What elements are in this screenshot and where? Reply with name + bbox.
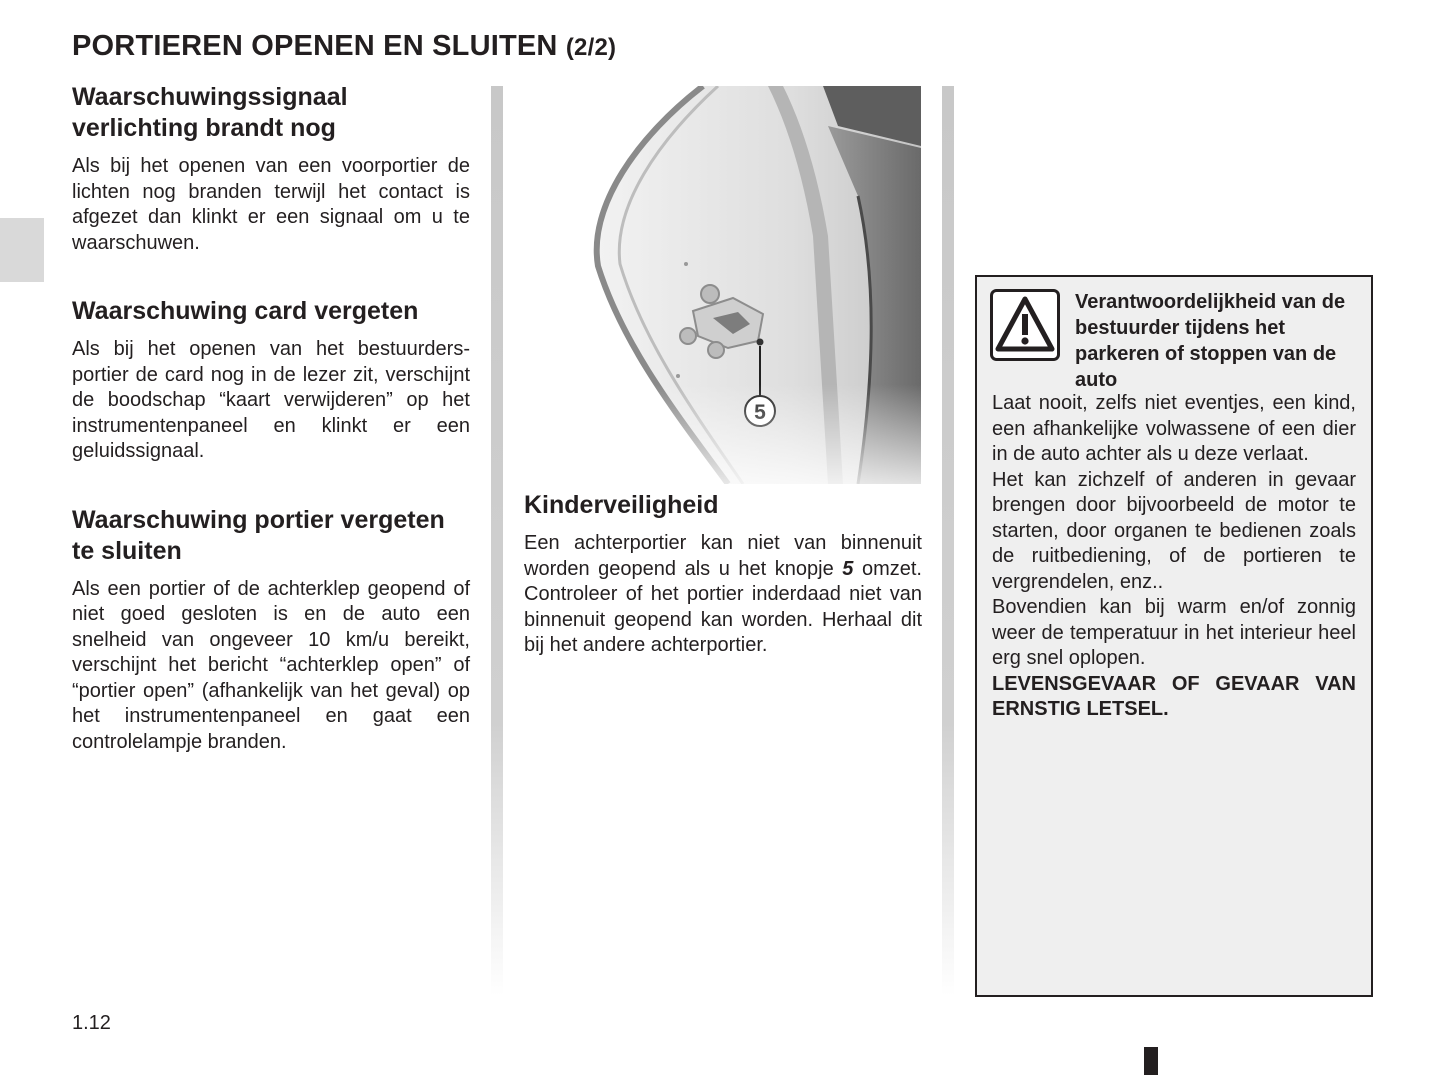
child-safety-body	[524, 531, 922, 659]
end-of-section-mark	[1144, 1047, 1158, 1075]
column-1	[72, 82, 470, 795]
chapter-tab	[0, 218, 44, 282]
page-title-suffix: (2/2)	[565, 34, 617, 61]
section-heading-child-safety: Kinderveiligheid	[524, 491, 719, 519]
page-title-text: PORTIEREN OPENEN EN SLUITEN	[72, 30, 558, 62]
column-divider-right	[942, 86, 954, 996]
child-safety-ref: 5	[842, 557, 854, 580]
section-door-warning	[72, 505, 470, 756]
warning-paragraph: Bovendien kan bij warm en/of zonnig weer de temperatuur in het interieur heel erg snel oplopen.	[992, 596, 1356, 669]
child-safety-text-1: Een achterportier kan niet van binnenuit worden geopend als u het knopje	[524, 532, 922, 580]
warning-paragraph: Laat nooit, zelfs niet eventjes, een kind, een afhankelijke volwassene of een dier in de auto achter als u deze verlaat.	[992, 392, 1356, 465]
section-card-warning	[72, 296, 470, 465]
column-divider-left	[491, 86, 503, 996]
column-2	[524, 490, 922, 659]
page-number: 1.12	[72, 1012, 111, 1034]
child-safety-text-2: omzet. Controleer of het portier inderdaad niet van binnenuit geopend kan worden. Herhaal dit bij het andere achterportier.	[524, 557, 922, 656]
section-body: Als bij het openen van het bestuurdersportier de card nog in de lezer zit, verschijnt de boodschap “kaart verwijderen” op het instrumentenpaneel en klinkt er een geluidssignaal.	[72, 338, 470, 462]
section-body: Als bij het openen van een voorportier de lichten nog branden terwijl het contact is afgezet dan klinkt er een signaal om u te waarschuwen.	[72, 155, 470, 254]
warning-emphasis: LEVENSGEVAAR OF GEVAAR VAN ERNSTIG LETSEL.	[992, 672, 1356, 720]
section-heading: Waarschuwing card vergeten	[72, 297, 419, 325]
page-title	[72, 30, 616, 63]
warning-title: Verantwoordelijkheid van de bestuurder tijdens het parkeren of stoppen van de auto	[1075, 291, 1346, 391]
warning-box	[975, 275, 1373, 997]
warning-body	[992, 391, 1356, 723]
door-lock-illustration	[528, 86, 921, 484]
section-body: Als een portier of de achterklep geopend of niet goed gesloten is en de auto een snelheid van ongeveer 10 km/u bereikt, verschijnt het bericht “achterklep open” of “portier open” (afhankelijk van het geval) op het instrumentenpaneel en gaat een controlelampje branden.	[72, 577, 470, 753]
warning-paragraph: Het kan zichzelf of anderen in gevaar brengen door bijvoorbeeld de motor te starten, door organen te bedienen zoals de ruitbediening, of de portieren te vergrendelen, enz..	[992, 468, 1356, 593]
section-heading: Waarschuwingssignaal verlichting brandt nog	[72, 83, 348, 142]
warning-triangle-icon	[990, 289, 1060, 361]
door-lock-drawing	[528, 86, 921, 484]
section-heading: Waarschuwing portier vergeten te sluiten	[72, 505, 445, 565]
section-lights-warning	[72, 82, 470, 256]
